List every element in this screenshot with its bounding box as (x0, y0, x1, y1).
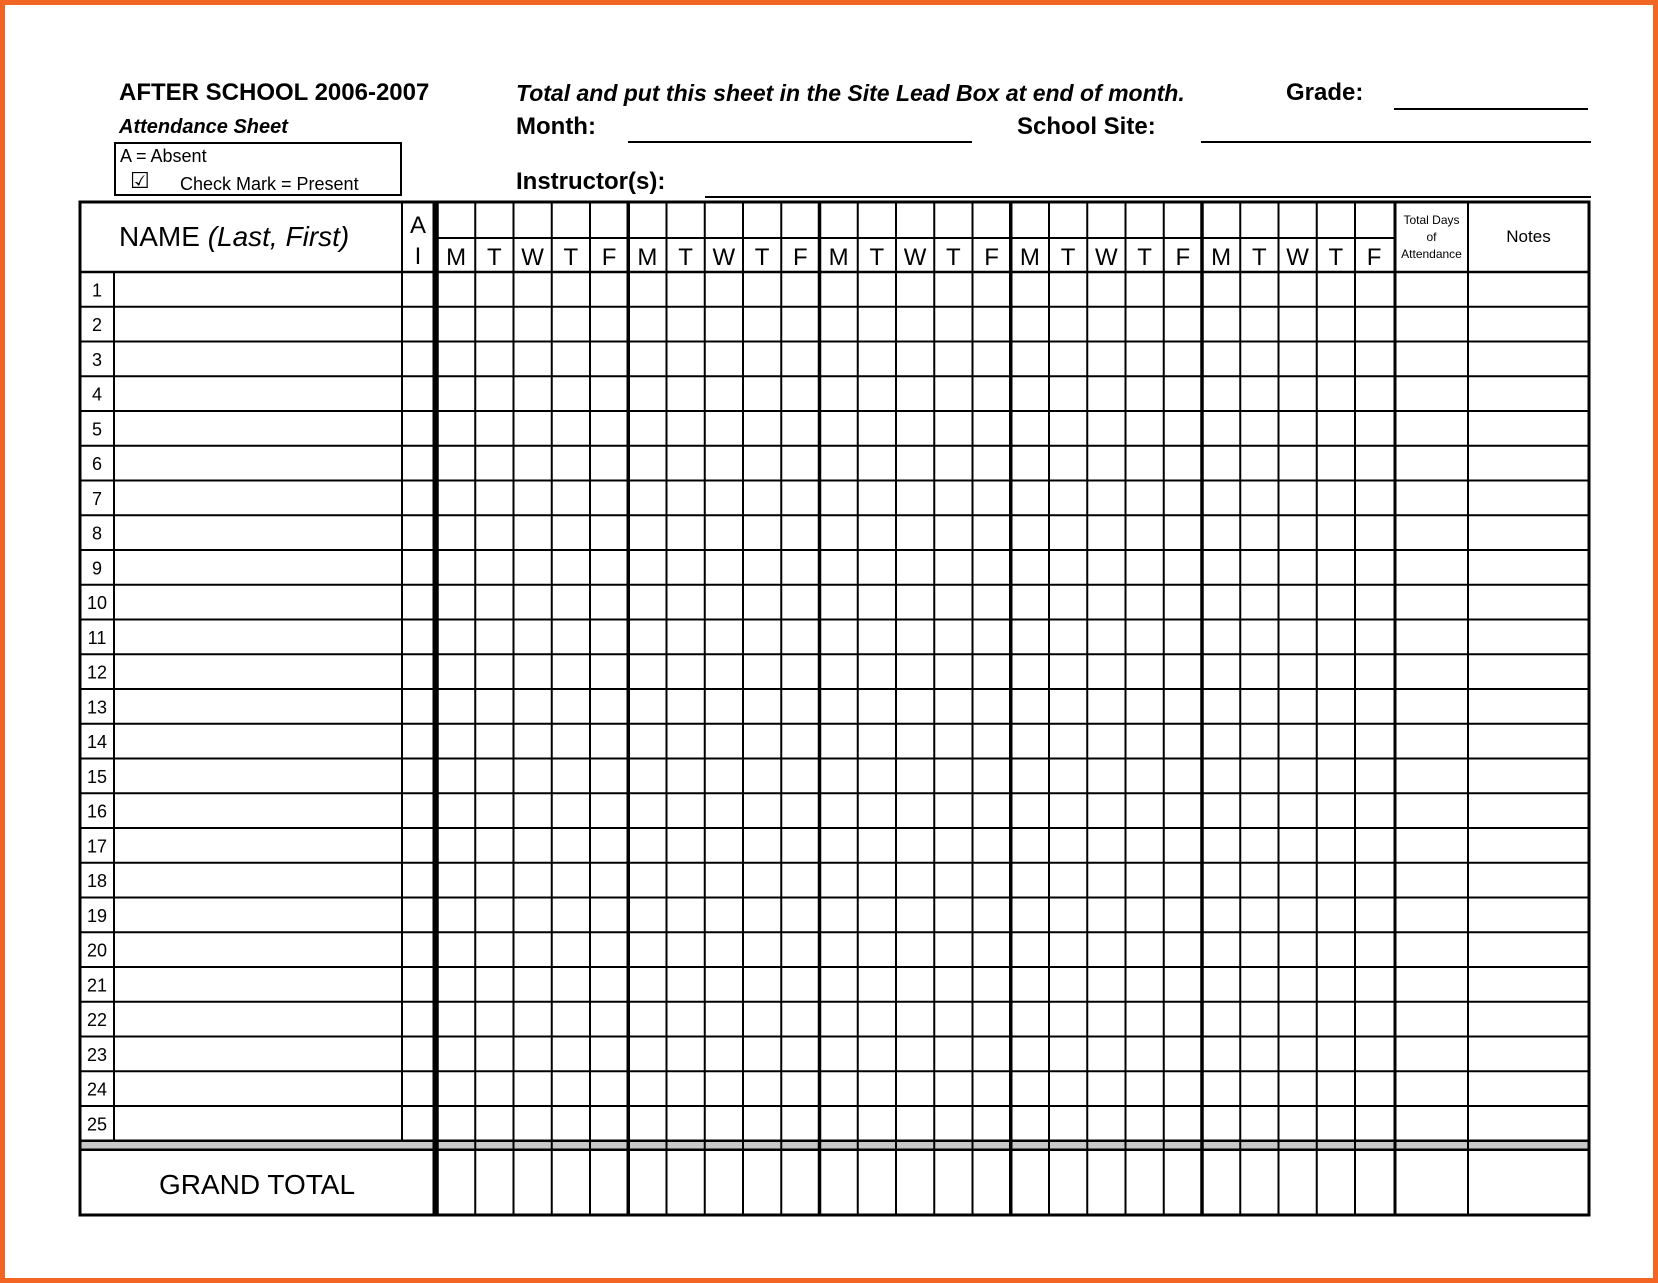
day-header-m: M (637, 244, 658, 271)
day-header-t: T (563, 244, 579, 271)
day-header-w: W (1286, 244, 1309, 271)
day-header-f: F (1175, 244, 1191, 271)
legend-absent: A = Absent (120, 146, 207, 166)
row-number: 23 (86, 1044, 108, 1065)
day-header-f: F (793, 244, 808, 271)
instructors-label: Instructor(s): (516, 168, 666, 195)
row-number: 1 (91, 280, 103, 301)
row-number: 7 (91, 488, 103, 509)
day-header-w: W (903, 244, 927, 271)
total-days-header: Total Days (1403, 213, 1460, 227)
row-number: 10 (86, 593, 108, 614)
name-header-italic: (Last, First) (207, 221, 350, 252)
name-header-label: NAME (119, 221, 208, 252)
day-header-t: T (678, 244, 693, 271)
day-header-f: F (601, 244, 617, 271)
day-header-m: M (828, 244, 849, 271)
grade-label: Grade: (1286, 79, 1364, 106)
row-number: 18 (86, 871, 108, 892)
row-number: 14 (86, 732, 108, 753)
row-number: 12 (86, 662, 108, 683)
notes-header: Notes (1506, 227, 1551, 246)
day-header-m: M (1019, 244, 1040, 271)
table-frame (80, 202, 1589, 1215)
day-header-m: M (446, 244, 467, 271)
ai-header-i: I (414, 243, 422, 270)
day-header-m: M (1211, 244, 1232, 271)
day-header-t: T (1060, 244, 1076, 271)
check-box-icon: ☑ (130, 168, 150, 193)
sheet-subtitle: Attendance Sheet (119, 116, 288, 138)
name-header (119, 221, 349, 252)
instruction-text: Total and put this sheet in the Site Lead Box at end of month. (516, 80, 1185, 106)
row-number: 5 (91, 419, 103, 440)
row-number: 16 (86, 801, 108, 822)
row-number: 11 (87, 627, 107, 648)
row-number: 21 (86, 975, 108, 996)
row-number: 2 (91, 315, 103, 336)
row-number: 6 (91, 454, 103, 475)
row-number: 9 (91, 558, 103, 579)
row-number: 3 (91, 349, 103, 370)
ai-header-a: A (409, 212, 427, 239)
day-header-w: W (1095, 244, 1118, 271)
row-number: 25 (86, 1114, 108, 1135)
school-site-label: School Site: (1017, 113, 1156, 140)
day-header-t: T (1252, 244, 1267, 271)
row-number: 20 (86, 940, 108, 961)
grand-total-label: GRAND TOTAL (158, 1169, 356, 1200)
day-header-w: W (521, 244, 544, 271)
month-label: Month: (516, 113, 596, 140)
row-number: 22 (86, 1010, 108, 1031)
legend-present: Check Mark = Present (180, 174, 359, 194)
row-number: 19 (86, 905, 108, 926)
day-header-t: T (946, 244, 961, 271)
day-header-t: T (487, 244, 502, 271)
day-header-t: T (1328, 244, 1344, 271)
day-header-t: T (1137, 244, 1152, 271)
row-number: 17 (86, 836, 108, 857)
total-days-header: of (1426, 230, 1437, 244)
day-header-w: W (712, 244, 736, 271)
row-number: 13 (86, 697, 108, 718)
day-header-t: T (754, 244, 770, 271)
row-number: 4 (91, 384, 103, 405)
grand-total-separator (80, 1141, 1589, 1150)
day-header-f: F (984, 244, 999, 271)
row-number: 8 (91, 523, 103, 544)
day-header-f: F (1366, 244, 1382, 271)
total-days-header: Attendance (1401, 247, 1462, 261)
day-header-t: T (869, 244, 885, 271)
row-number: 24 (86, 1079, 108, 1100)
sheet-title: AFTER SCHOOL 2006-2007 (119, 79, 430, 106)
row-number: 15 (86, 766, 108, 787)
